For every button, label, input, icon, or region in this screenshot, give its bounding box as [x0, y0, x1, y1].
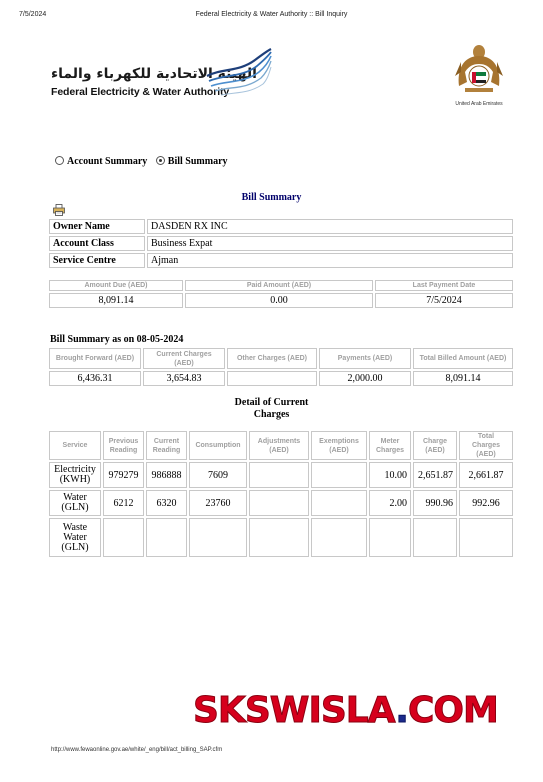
charge-header: Charge (AED) [413, 431, 457, 460]
watermark-main: SKSWISLA [193, 690, 396, 731]
adjustments-cell [249, 518, 309, 557]
bill-summary-title: Bill Summary [241, 192, 302, 203]
total-charges-cell: 992.96 [459, 490, 513, 516]
amount-due-header: Amount Due (AED) [49, 280, 183, 291]
meter-charges-header: Meter Charges [369, 431, 411, 460]
adjustments-header: Adjustments (AED) [249, 431, 309, 460]
meter-charges-cell: 10.00 [369, 462, 411, 488]
charge-cell: 990.96 [413, 490, 457, 516]
table-row [49, 236, 513, 251]
owner-name-value: DASDEN RX INC [147, 219, 513, 234]
last-payment-date-value: 7/5/2024 [375, 293, 513, 308]
account-class-label: Account Class [49, 236, 145, 251]
total-charges-header: Total Charges (AED) [459, 431, 513, 460]
paid-amount-header: Paid Amount (AED) [185, 280, 373, 291]
service-centre-value: Ajman [147, 253, 513, 268]
table-row [49, 490, 513, 516]
print-date: 7/5/2024 [19, 11, 47, 18]
bill-as-on-title: Bill Summary as on 08-05-2024 [50, 334, 184, 345]
last-payment-date-header: Last Payment Date [375, 280, 513, 291]
table-row [49, 253, 513, 268]
amount-due-value: 8,091.14 [49, 293, 183, 308]
previous-reading-cell [103, 518, 144, 557]
table-header-row [49, 348, 513, 369]
service-cell: Waste Water (GLN) [49, 518, 101, 557]
adjustments-cell [249, 490, 309, 516]
total-charges-cell [459, 518, 513, 557]
consumption-cell: 23760 [189, 490, 247, 516]
meter-charges-cell [369, 518, 411, 557]
watermark-text [193, 690, 498, 731]
logo-english-text: Federal Electricity & Water Authority [51, 86, 230, 98]
payments-value: 2,000.00 [319, 371, 411, 386]
brought-forward-header: Brought Forward (AED) [49, 348, 141, 369]
meter-charges-cell: 2.00 [369, 490, 411, 516]
total-billed-value: 8,091.14 [413, 371, 513, 386]
account-class-value: Business Expat [147, 236, 513, 251]
bill-summary-table [47, 346, 515, 388]
other-charges-header: Other Charges (AED) [227, 348, 317, 369]
bill-summary-radio[interactable] [156, 156, 165, 165]
summary-toggle [55, 156, 234, 167]
detail-title-line2: Charges [253, 409, 290, 420]
previous-reading-header: Previous Reading [103, 431, 144, 460]
fewa-wave-logo-icon [205, 48, 273, 98]
watermark-suffix: COM [407, 690, 498, 731]
total-charges-cell: 2,661.87 [459, 462, 513, 488]
service-centre-label: Service Centre [49, 253, 145, 268]
uae-emblem-icon [453, 42, 505, 98]
table-row [49, 371, 513, 386]
payment-summary-table [47, 278, 515, 310]
print-page-title: Federal Electricity & Water Authority :: Bill Inquiry [195, 11, 348, 18]
fewa-logo [51, 66, 257, 98]
current-reading-cell: 986888 [146, 462, 187, 488]
table-header-row [49, 280, 513, 291]
current-reading-header: Current Reading [146, 431, 187, 460]
owner-info-table [47, 217, 515, 270]
emblem-caption: United Arab Emirates [455, 101, 503, 107]
current-reading-cell: 6320 [146, 490, 187, 516]
detail-charges-table [47, 429, 515, 559]
paid-amount-value: 0.00 [185, 293, 373, 308]
consumption-cell: 7609 [189, 462, 247, 488]
current-charges-value: 3,654.83 [143, 371, 225, 386]
detail-title [0, 397, 543, 421]
adjustments-cell [249, 462, 309, 488]
service-header: Service [49, 431, 101, 460]
service-cell: Electricity (KWH) [49, 462, 101, 488]
total-billed-header: Total Billed Amount (AED) [413, 348, 513, 369]
table-row [49, 293, 513, 308]
charge-cell: 2,651.87 [413, 462, 457, 488]
logo-arabic-text: الهيئة الاتحادية للكهرباء والماء [51, 66, 257, 82]
current-charges-header: Current Charges (AED) [143, 348, 225, 369]
consumption-header: Consumption [189, 431, 247, 460]
exemptions-cell [311, 462, 367, 488]
charge-cell [413, 518, 457, 557]
exemptions-cell [311, 490, 367, 516]
current-reading-cell [146, 518, 187, 557]
previous-reading-cell: 6212 [103, 490, 144, 516]
other-charges-value [227, 371, 317, 386]
table-row [49, 462, 513, 488]
account-summary-label[interactable]: Account Summary [67, 156, 148, 167]
watermark-dot: . [395, 690, 408, 731]
footer-url: http://www.fewaonline.gov.ae/white/_eng/bill/act_billing_SAP.cfm [51, 747, 223, 753]
table-row [49, 518, 513, 557]
exemptions-cell [311, 518, 367, 557]
bill-summary-label[interactable]: Bill Summary [167, 156, 228, 167]
payments-header: Payments (AED) [319, 348, 411, 369]
table-row [49, 219, 513, 234]
consumption-cell [189, 518, 247, 557]
brought-forward-value: 6,436.31 [49, 371, 141, 386]
table-header-row [49, 431, 513, 460]
detail-title-line1: Detail of Current [234, 397, 309, 408]
printer-icon[interactable] [53, 204, 65, 216]
account-summary-radio[interactable] [55, 156, 64, 165]
service-cell: Water (GLN) [49, 490, 101, 516]
previous-reading-cell: 979279 [103, 462, 144, 488]
owner-name-label: Owner Name [49, 219, 145, 234]
exemptions-header: Exemptions (AED) [311, 431, 367, 460]
